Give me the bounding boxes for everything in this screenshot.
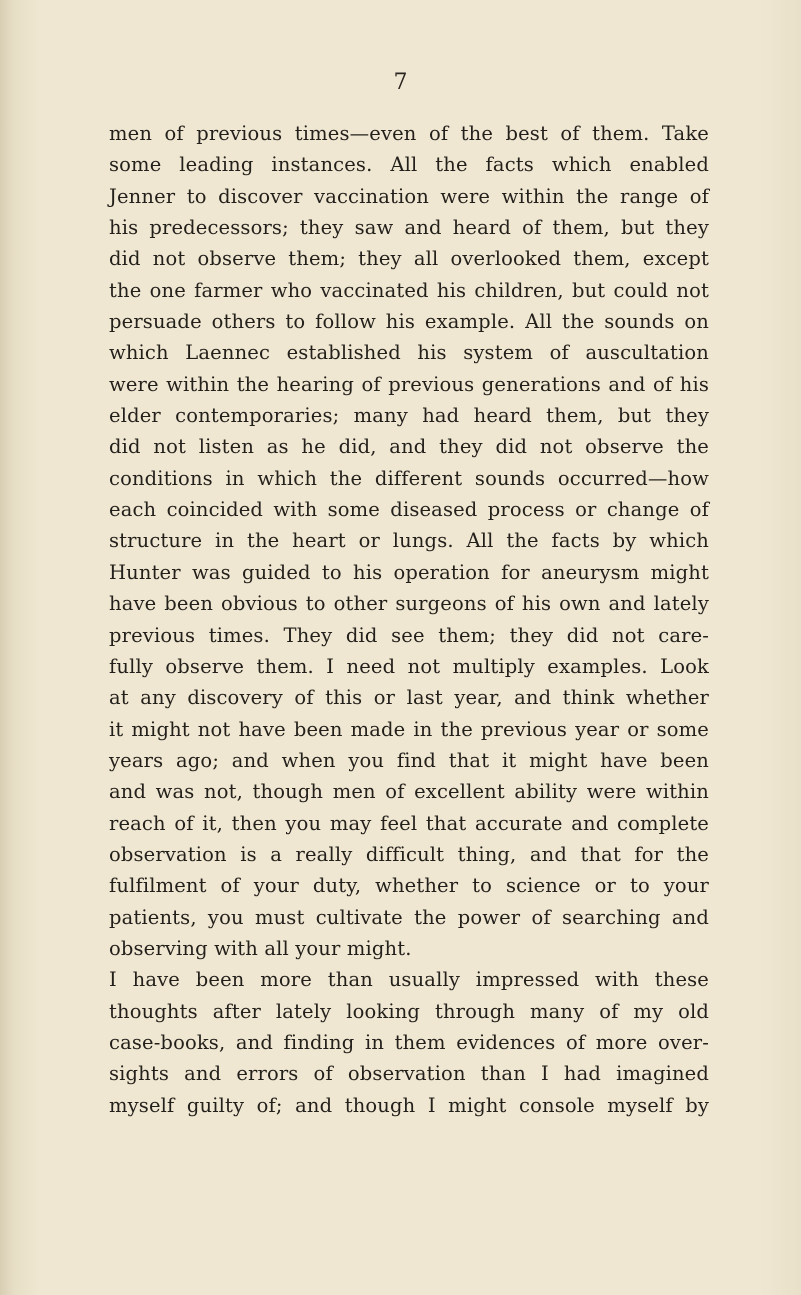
text-line: did not listen as he did, and they did not observe the — [109, 435, 709, 459]
text-line: Jenner to discover vaccination were within the range of — [109, 184, 709, 208]
text-line: have been obvious to other surgeons of his own and lately — [109, 592, 709, 616]
text-line: Hunter was guided to his operation for aneurysm might — [109, 560, 709, 584]
text-line: did not observe them; they all overlooked them, except — [109, 247, 709, 271]
text-line: each coincided with some diseased process or change of — [109, 498, 709, 522]
text-line: structure in the heart or lungs. All the facts by which — [109, 529, 709, 553]
text-line: the one farmer who vaccinated his children, but could not — [109, 278, 709, 302]
text-line: were within the hearing of previous generations and of his — [109, 372, 709, 396]
body-text — [109, 118, 709, 1121]
text-line: case-books, and finding in them evidences of more over- — [109, 1030, 709, 1054]
text-line: thoughts after lately looking through many of my old — [109, 999, 709, 1023]
text-line: some leading instances. All the facts which enabled — [109, 153, 709, 177]
paragraph-start-line: I have been more than usually impressed with these — [109, 968, 709, 992]
text-line: conditions in which the different sounds occurred—how — [109, 466, 709, 490]
text-line: reach of it, then you may feel that accurate and complete — [109, 811, 709, 835]
text-line: years ago; and when you find that it might have been — [109, 748, 709, 772]
text-line: fully observe them. I need not multiply examples. Look — [109, 654, 709, 678]
text-line: it might not have been made in the previous year or some — [109, 717, 709, 741]
page-number: 7 — [393, 70, 408, 95]
text-line: sights and errors of observation than I had imagined — [109, 1062, 709, 1086]
text-line: myself guilty of; and though I might console myself by — [109, 1093, 709, 1117]
text-line: and was not, though men of excellent ability were within — [109, 780, 709, 804]
text-line: his predecessors; they saw and heard of them, but they — [109, 216, 709, 240]
text-line: men of previous times—even of the best of them. Take — [109, 122, 709, 145]
text-line: at any discovery of this or last year, and think whether — [109, 686, 709, 710]
paragraph-end-line: observing with all your might. — [109, 936, 412, 960]
text-line: patients, you must cultivate the power of searching and — [109, 905, 709, 929]
text-line: previous times. They did see them; they did not care- — [109, 623, 709, 647]
text-line: fulfilment of your duty, whether to science or to your — [109, 874, 709, 898]
text-line: observation is a really difficult thing, and that for the — [109, 842, 709, 866]
text-line: which Laennec established his system of auscultation — [109, 341, 709, 365]
text-line: persuade others to follow his example. All the sounds on — [109, 310, 709, 334]
text-line: elder contemporaries; many had heard them, but they — [109, 404, 709, 428]
